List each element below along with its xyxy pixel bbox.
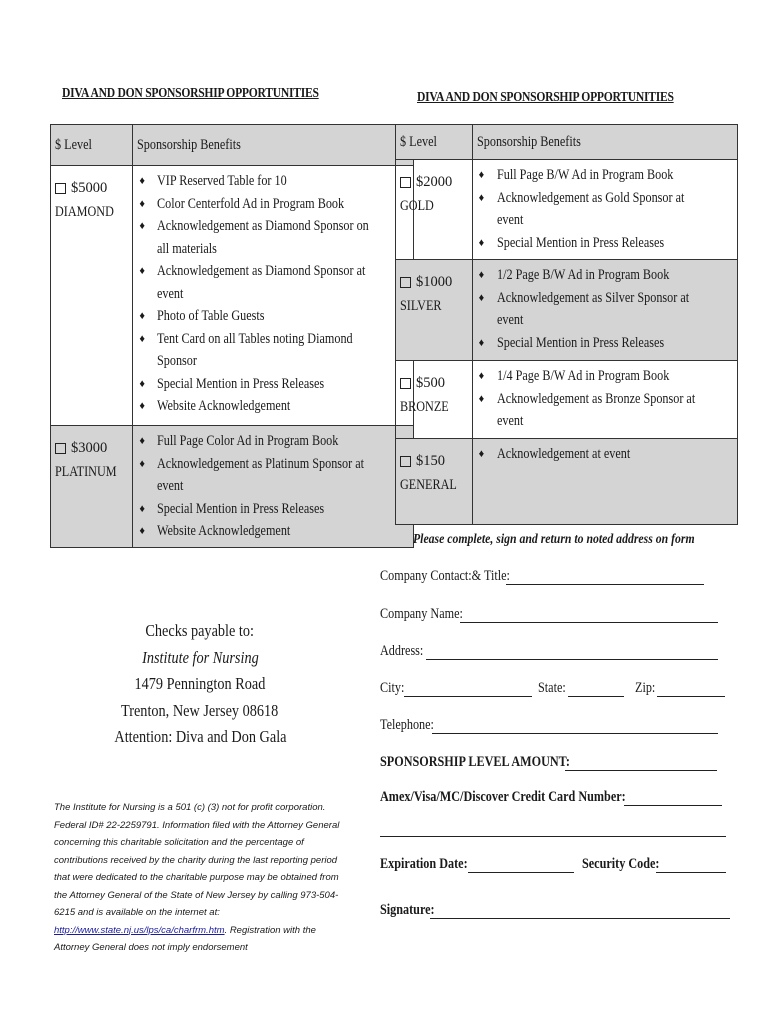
right-sponsorship-table	[395, 124, 738, 525]
level-cell: $2000 GOLD	[396, 160, 473, 260]
benefits-cell	[133, 166, 414, 426]
benefit-item: ♦ Acknowledgement as Gold Sponsor at event	[479, 187, 733, 232]
benefit-item: ♦ Special Mention in Press Releases	[139, 498, 409, 521]
input-line[interactable]	[432, 719, 718, 734]
expiration-security-field[interactable]	[380, 856, 726, 873]
benefits-cell	[472, 260, 737, 361]
expiration-input-line[interactable]	[468, 858, 574, 873]
benefits-cell	[133, 426, 414, 548]
payable-heading: Checks payable to:	[145, 621, 255, 640]
field-label: State:	[537, 680, 566, 696]
benefit-item: ♦ Acknowledgement as Platinum Sponsor at event	[139, 453, 409, 498]
field-label: Address:	[380, 643, 424, 659]
level-header: $ Level	[51, 125, 133, 166]
payable-city: Trenton, New Jersey 08618	[121, 700, 279, 720]
benefit-item: ♦ Acknowledgement at event	[479, 443, 733, 466]
benefit-item: ♦ Tent Card on all Tables noting Diamond Sponsor	[139, 328, 409, 373]
right-title: DIVA AND DON SPONSORSHIP OPPORTUNITIES	[417, 89, 674, 104]
field-label: SPONSORSHIP LEVEL AMOUNT:	[380, 754, 570, 770]
benefit-item: ♦ Website Acknowledgement	[139, 520, 409, 543]
level-cell: $5000 DIAMOND	[51, 166, 133, 426]
benefit-item: ♦ VIP Reserved Table for 10	[139, 170, 409, 193]
table-row	[396, 439, 738, 525]
sponsorship-level-amount-field[interactable]	[380, 754, 717, 771]
instruction-text: Please complete, sign and return to noted address on form	[413, 532, 695, 547]
input-line[interactable]	[460, 608, 718, 623]
benefit-item: ♦ Special Mention in Press Releases	[139, 373, 409, 396]
benefit-item: ♦ Photo of Table Guests	[139, 305, 409, 328]
company-contact-field[interactable]	[380, 568, 704, 585]
field-label: Telephone:	[380, 717, 434, 733]
checkbox[interactable]	[400, 456, 411, 467]
benefit-item: ♦ 1/2 Page B/W Ad in Program Book	[479, 264, 733, 287]
telephone-field[interactable]	[380, 717, 718, 734]
table-row	[51, 426, 414, 548]
field-label: Expiration Date:	[380, 856, 468, 872]
benefits-cell	[472, 361, 737, 439]
company-name-field[interactable]	[380, 606, 718, 623]
input-line[interactable]	[426, 645, 718, 660]
level-header: $ Level	[396, 125, 473, 160]
payable-attention: Attention: Diva and Don Gala	[113, 727, 287, 746]
level-cell: $3000 PLATINUM	[51, 426, 133, 548]
table-row	[396, 160, 738, 260]
benefit-item: ♦ Full Page B/W Ad in Program Book	[479, 164, 733, 187]
field-label: Company Contact:& Title:	[380, 568, 510, 584]
level-cell: $1000 SILVER	[396, 260, 473, 361]
city-input-line[interactable]	[404, 682, 532, 697]
table-row	[396, 260, 738, 361]
zip-input-line[interactable]	[657, 682, 725, 697]
benefits-header: Sponsorship Benefits	[472, 125, 737, 160]
benefit-item: ♦ Acknowledgement as Diamond Sponsor on all materials	[139, 215, 409, 260]
checkbox[interactable]	[55, 183, 66, 194]
charity-registration-link[interactable]: http://www.state.nj.us/lps/ca/charfrm.htm	[54, 924, 225, 936]
field-label: Security Code:	[581, 856, 660, 872]
address-field[interactable]	[380, 643, 718, 660]
benefit-item: ♦ Acknowledgement as Bronze Sponsor at event	[479, 388, 733, 433]
left-title: DIVA AND DON SPONSORSHIP OPPORTUNITIES	[62, 85, 319, 100]
checkbox[interactable]	[400, 177, 411, 188]
benefit-item: ♦ Full Page Color Ad in Program Book	[139, 430, 409, 453]
input-line[interactable]	[565, 756, 717, 771]
checkbox[interactable]	[400, 277, 411, 288]
benefit-item: ♦ Acknowledgement as Diamond Sponsor at event	[139, 260, 409, 305]
field-label: Company Name:	[380, 606, 463, 622]
payable-block	[90, 618, 310, 751]
benefits-header: Sponsorship Benefits	[133, 125, 414, 166]
left-sponsorship-table	[50, 124, 414, 548]
benefit-item: ♦ 1/4 Page B/W Ad in Program Book	[479, 365, 733, 388]
level-cell: $500 BRONZE	[396, 361, 473, 439]
signature-field[interactable]	[380, 902, 730, 919]
city-state-zip-field[interactable]	[380, 680, 725, 697]
benefits-cell	[472, 439, 737, 525]
field-label: Zip:	[635, 680, 656, 696]
payable-street: 1479 Pennington Road	[134, 674, 266, 693]
benefit-item: ♦ Color Centerfold Ad in Program Book	[139, 193, 409, 216]
field-label: City:	[380, 680, 405, 696]
benefits-cell	[472, 160, 737, 260]
credit-card-line-2[interactable]	[380, 836, 726, 837]
level-cell: $150 GENERAL	[396, 439, 473, 525]
benefit-item: ♦ Acknowledgement as Silver Sponsor at event	[479, 287, 733, 332]
security-input-line[interactable]	[656, 858, 726, 873]
checkbox[interactable]	[55, 443, 66, 454]
payable-org: Institute for Nursing	[141, 647, 259, 667]
input-line[interactable]	[430, 904, 730, 919]
input-line[interactable]	[506, 570, 704, 585]
input-line[interactable]	[624, 791, 722, 806]
benefit-item: ♦ Website Acknowledgement	[139, 395, 409, 418]
field-label: Amex/Visa/MC/Discover Credit Card Number:	[380, 789, 626, 805]
checkbox[interactable]	[400, 378, 411, 389]
benefit-item: ♦ Special Mention in Press Releases	[479, 232, 733, 255]
disclaimer-text: The Institute for Nursing is a 501 (c) (3) not for profit corporation. Federal ID# 22-2259791. Information filed with the Attorney General concerning this charitable solicitation and the percentage of contributions received by the charity during the last reporting period that were dedicated to the charitable purpose may be obtained from the Attorney General of the State of New Jersey by calling 973-504-6215 and is available on the internet at: http://www.state.nj.us/lps/ca/charfrm.htm. Registration with the Attorney General does not imply endorsement	[54, 802, 340, 953]
field-label: Signature:	[380, 902, 435, 918]
table-row	[396, 361, 738, 439]
benefit-item: ♦ Special Mention in Press Releases	[479, 332, 733, 355]
state-input-line[interactable]	[568, 682, 624, 697]
table-row	[51, 166, 414, 426]
credit-card-field[interactable]	[380, 789, 722, 806]
